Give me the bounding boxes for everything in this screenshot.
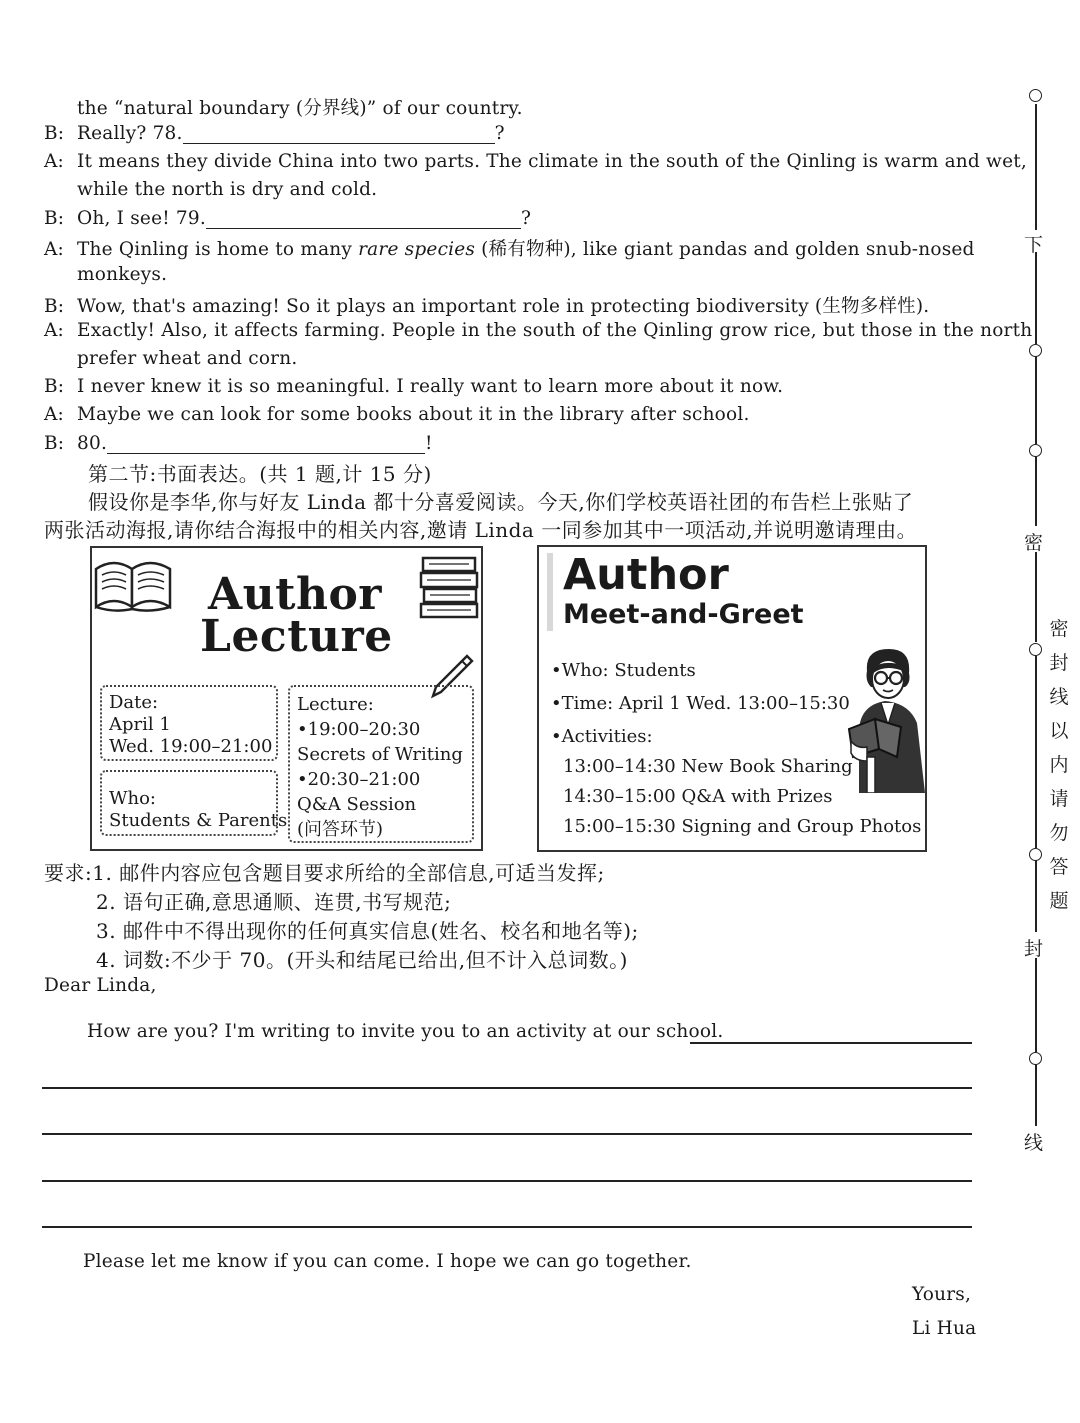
lecture-item-note: (问答环节) [297, 819, 384, 840]
requirements-label: 要求: [44, 861, 93, 885]
seal-line-segment [1035, 552, 1037, 642]
seal-line-segment [1035, 1064, 1037, 1126]
dialogue-text: Wow, that's amazing! So it plays an important role in protecting biodiversity (生物多样性). [77, 296, 930, 317]
poster2-time: •Time: April 1 Wed. 13:00–15:30 [551, 693, 850, 714]
dialogue-text: Maybe we can look for some books about it in the library after school. [77, 404, 750, 425]
binding-hole-icon [1029, 444, 1042, 457]
dialogue-text: The Qinling is home to many [77, 239, 359, 260]
margin-char-feng: 封 [1024, 938, 1044, 960]
dialogue-continuation: the “natural boundary (分界线)” of our country. [77, 98, 523, 119]
dialogue-text: Exactly! Also, it affects farming. People in the south of the Qinling grow rice, but those in the north [77, 320, 1033, 341]
who-label: Who: [109, 788, 156, 809]
dialogue-line-b1 [44, 123, 505, 144]
lecture-item-name: Q&A Session [297, 794, 417, 815]
dialogue-line-b4 [44, 376, 783, 397]
author-reading-illustration [845, 645, 929, 793]
dialogue-line-a3 [44, 320, 1032, 341]
binding-hole-icon [1029, 643, 1042, 656]
section-intro-line1: 假设你是李华,你与好友 Linda 都十分喜爱阅读。今天,你们学校英语社团的布告栏上张贴了 [88, 490, 914, 514]
dialogue-text: It means they divide China into two parts. The climate in the south of the Qinling is warm and wet, [77, 151, 1027, 172]
poster1-date-box [100, 685, 278, 761]
dialogue-line-a1 [44, 151, 1027, 172]
binding-hole-icon [1029, 89, 1042, 102]
lecture-item-time: •20:30–21:00 [297, 769, 421, 790]
poster1-title [200, 569, 393, 662]
speaker-label: B: [44, 296, 65, 317]
answer-blank-78[interactable] [183, 124, 495, 144]
dialogue-text-end: ? [520, 208, 532, 229]
poster2-activities-label: •Activities: [551, 726, 653, 747]
poster1-who-box [100, 770, 288, 836]
dialogue-text: Really? 78. [77, 123, 183, 144]
dialogue-line-a4 [44, 404, 750, 425]
dialogue-text: I never knew it is so meaningful. I really want to learn more about it now. [77, 376, 784, 397]
seal-line-segment [1035, 104, 1037, 230]
seal-line-segment [1035, 356, 1037, 444]
open-book-icon [92, 551, 176, 615]
speaker-label: A: [44, 404, 64, 425]
activity-item: 13:00–14:30 New Book Sharing [563, 756, 853, 777]
seal-line-segment [1035, 958, 1037, 1052]
dialogue-text: Oh, I see! 79. [77, 208, 206, 229]
lecture-label: Lecture: [297, 694, 374, 715]
who-value: Students & Parents [109, 810, 288, 831]
section-heading: 第二节:书面表达。(共 1 题,计 15 分) [88, 462, 432, 486]
requirement-item: 2. 语句正确,意思通顺、连贯,书写规范; [96, 890, 452, 914]
date-day: April 1 [109, 714, 171, 735]
poster1-title-line1: Author [208, 569, 382, 620]
requirement-line1 [44, 857, 605, 886]
writing-line[interactable] [42, 1226, 972, 1228]
title-accent-bar [547, 553, 553, 631]
poster1-title-line2: Lecture [200, 611, 393, 662]
dialogue-text-end: ! [425, 433, 433, 454]
book-stack-icon [419, 552, 481, 620]
poster2-subtitle: Meet-and-Greet [563, 599, 804, 630]
writing-line[interactable] [690, 1042, 972, 1044]
date-time: Wed. 19:00–21:00 [109, 736, 273, 757]
dialogue-line-a1-cont: while the north is dry and cold. [77, 179, 378, 200]
activity-item: 15:00–15:30 Signing and Group Photos [563, 816, 922, 837]
speaker-label: B: [44, 208, 65, 229]
writing-line[interactable] [42, 1087, 972, 1089]
requirement-item: 1. 邮件内容应包含题目要求所给的全部信息,可适当发挥; [92, 861, 605, 885]
binding-hole-icon [1029, 848, 1042, 861]
activity-item: 14:30–15:00 Q&A with Prizes [563, 786, 833, 807]
speaker-label: B: [44, 433, 65, 454]
letter-signoff: Yours, [912, 1284, 972, 1305]
poster1-lecture-box [288, 685, 474, 843]
dialogue-line-b2 [44, 208, 531, 229]
writing-line[interactable] [42, 1133, 972, 1135]
dialogue-text-end: ? [494, 123, 505, 144]
margin-char-xian: 线 [1024, 1132, 1044, 1154]
binding-hole-icon [1029, 1052, 1042, 1065]
letter-greeting: Dear Linda, [44, 975, 157, 996]
speaker-label: A: [44, 239, 64, 260]
seal-line-segment [1035, 456, 1037, 526]
date-label: Date: [109, 692, 159, 713]
poster-author-meet-and-greet [537, 545, 927, 852]
margin-char-xia: 下 [1024, 234, 1044, 256]
poster2-who: •Who: Students [551, 660, 696, 681]
dialogue-text: (稀有物种), like giant pandas and golden snub-nosed [475, 239, 975, 260]
letter-signature: Li Hua [912, 1318, 977, 1339]
lecture-item-time: •19:00–20:30 [297, 719, 421, 740]
answer-blank-79[interactable] [206, 209, 521, 229]
dialogue-line-a2 [44, 235, 975, 261]
requirement-item: 3. 邮件中不得出现你的任何真实信息(姓名、校名和地名等); [96, 919, 639, 943]
seal-line-segment [1035, 656, 1037, 848]
poster2-title: Author [563, 550, 729, 600]
dialogue-line-b3 [44, 292, 929, 318]
letter-opening: How are you? I'm writing to invite you to an activity at our school. [87, 1021, 724, 1042]
requirement-item: 4. 词数:不少于 70。(开头和结尾已给出,但不计入总词数。) [96, 948, 628, 972]
letter-closing: Please let me know if you can come. I hope we can go together. [83, 1251, 692, 1272]
seal-line-segment [1035, 252, 1037, 344]
answer-blank-80[interactable] [107, 434, 425, 454]
writing-line[interactable] [42, 1180, 972, 1182]
section-intro-line2: 两张活动海报,请你结合海报中的相关内容,邀请 Linda 一同参加其中一项活动,并说明邀请理由。 [44, 518, 918, 542]
binding-hole-icon [1029, 344, 1042, 357]
poster-author-lecture [90, 546, 483, 851]
dialogue-line-b5 [44, 433, 433, 454]
seal-line-segment [1035, 860, 1037, 932]
dialogue-line-a2-cont: monkeys. [77, 264, 168, 285]
speaker-label: B: [44, 376, 65, 397]
speaker-label: A: [44, 320, 64, 341]
dialogue-emphasis: rare species [358, 239, 476, 260]
dialogue-line-a3-cont: prefer wheat and corn. [77, 348, 298, 369]
speaker-label: B: [44, 123, 65, 144]
dialogue-text: 80. [77, 433, 108, 454]
lecture-item-name: Secrets of Writing [297, 744, 463, 765]
speaker-label: A: [44, 151, 64, 172]
margin-warning-note: 密封线以内请勿答题 [1049, 618, 1069, 912]
margin-char-mi: 密 [1024, 532, 1044, 554]
